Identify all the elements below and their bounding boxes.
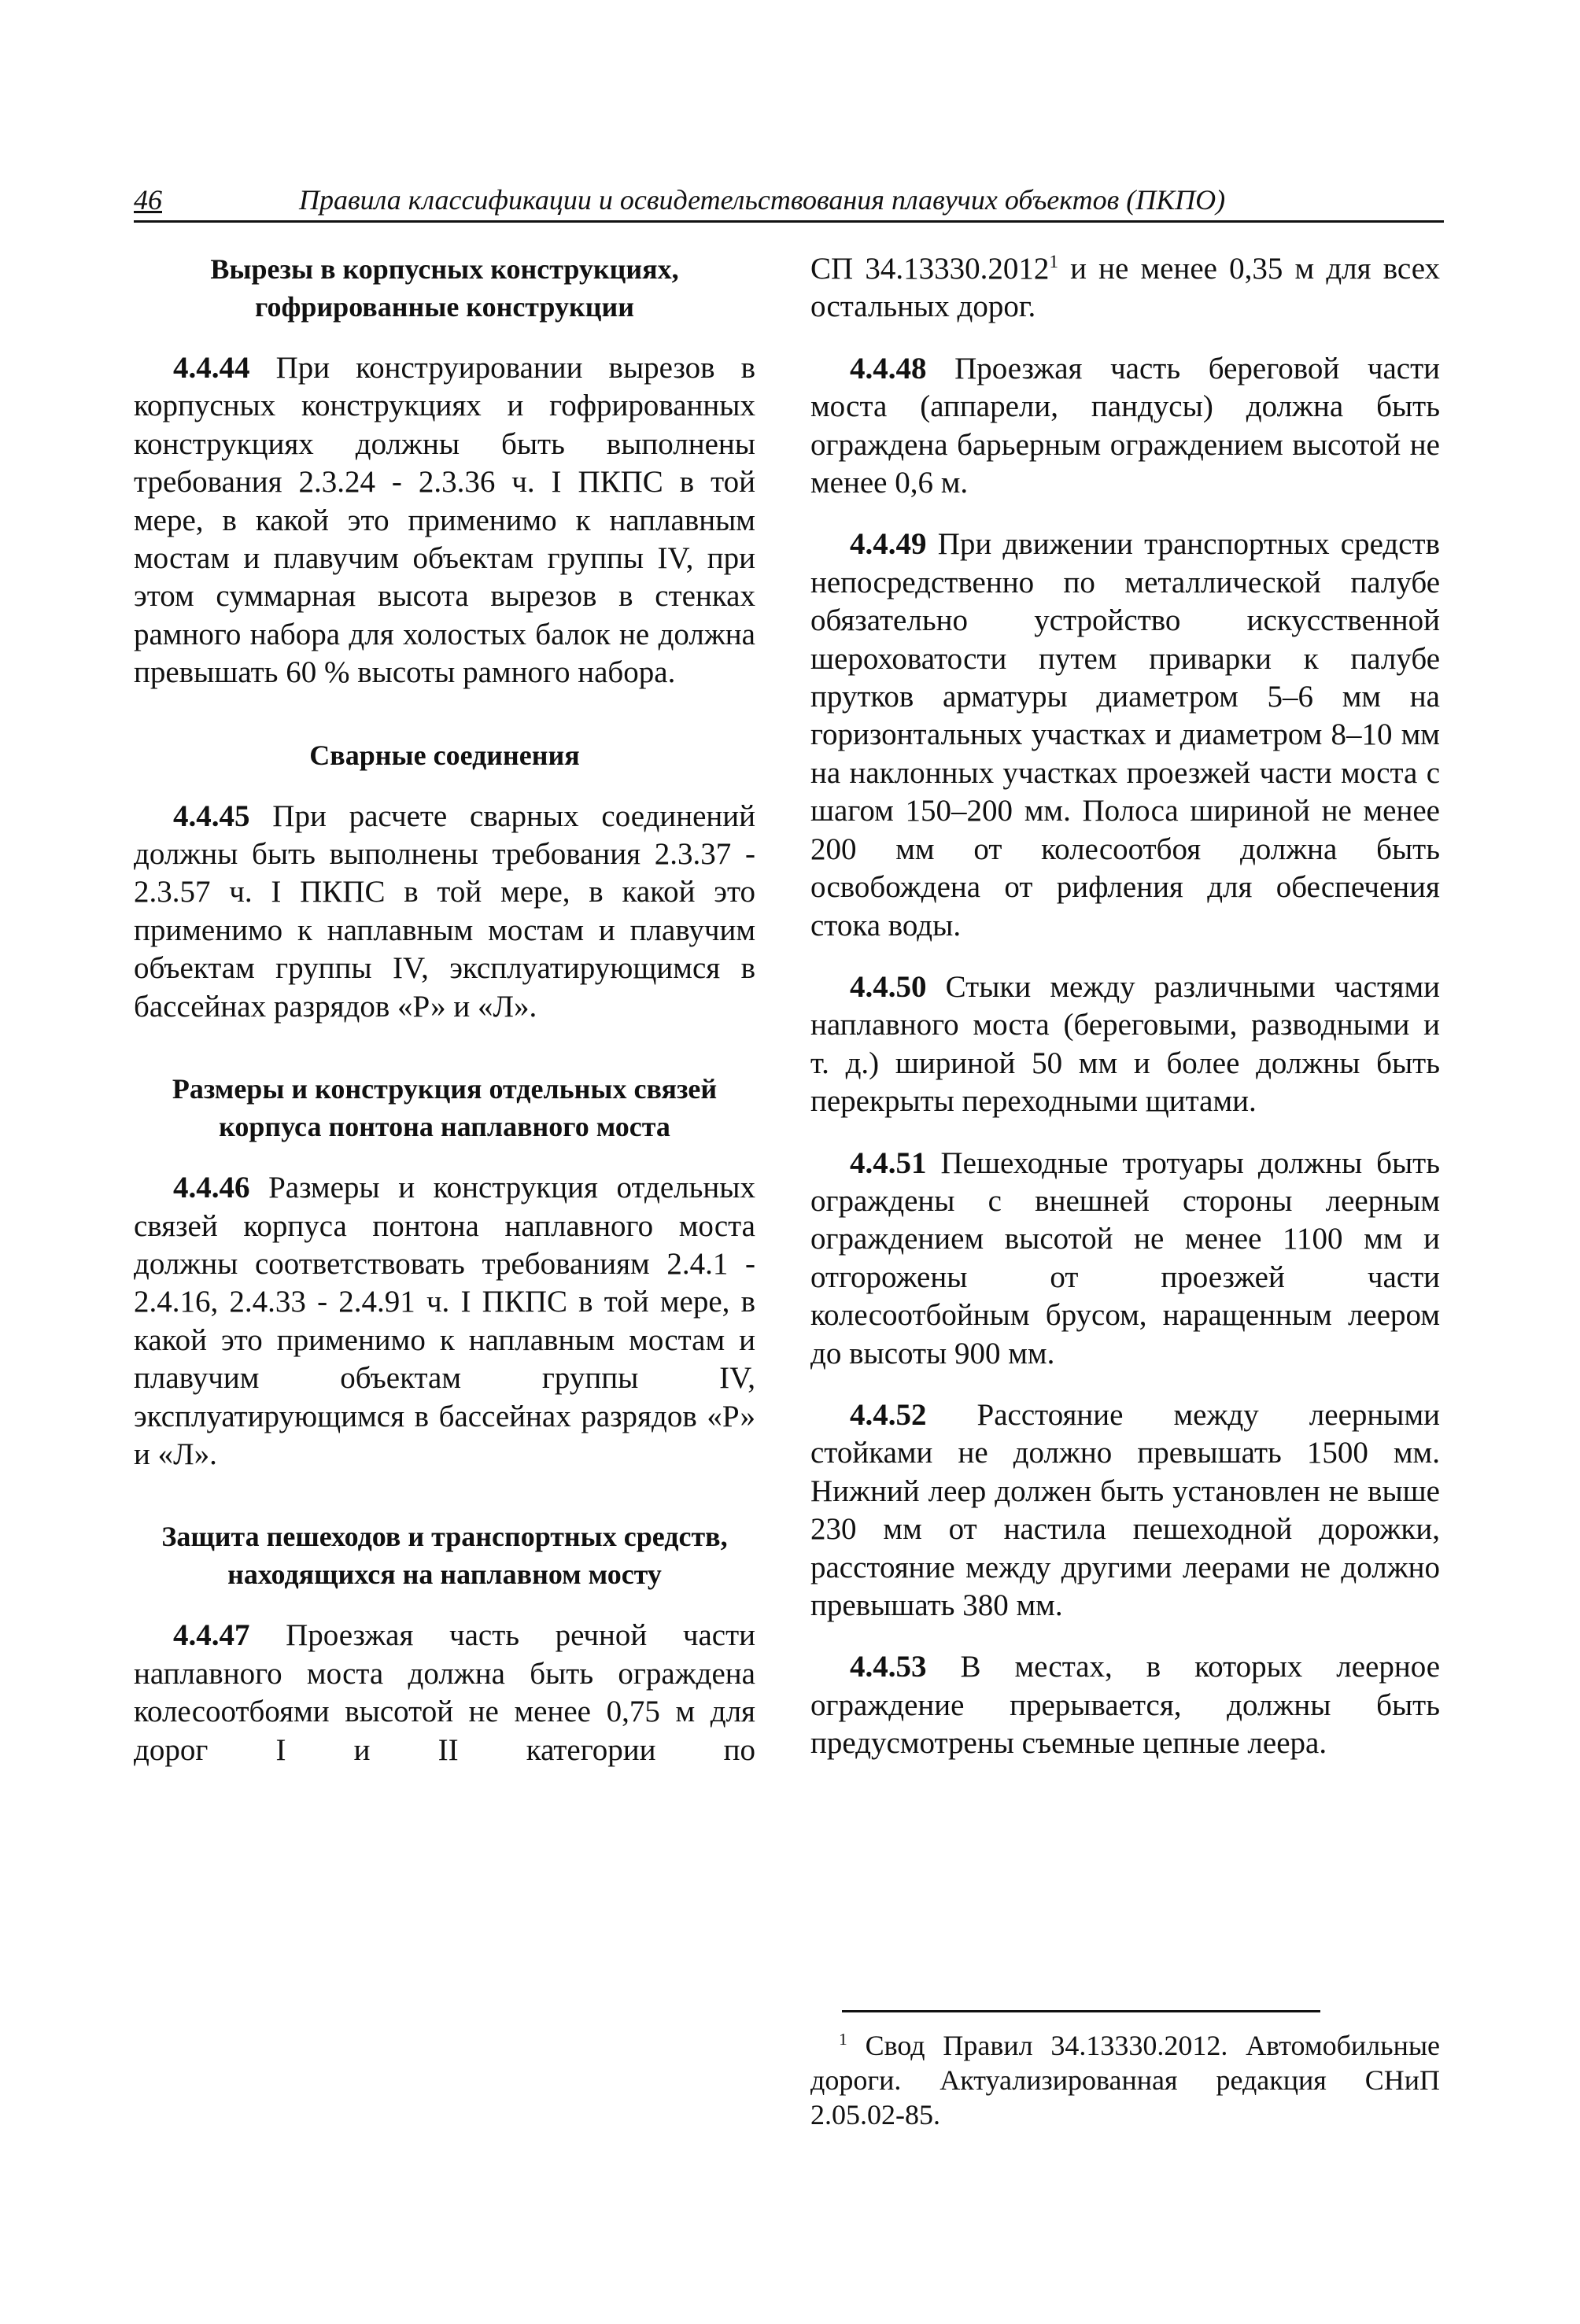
footnote-marker: 1 (1049, 252, 1059, 272)
clause-text: Размеры и конструкция отдельных связей корпуса понтона наплавного моста должны соответствовать требованиям 2.4.1 - 2.4.16, 2.4.33 - 2.4.91 ч. I ПКПС в той мере, в какой это применимо к наплавным мостам и плавучим объектам группы IV, эксплуатирующимся в бассейнах разрядов «Р» и «Л». (134, 1171, 755, 1471)
footnote-divider (842, 2010, 1320, 2012)
footnote-marker: 1 (839, 2030, 847, 2049)
page-header (134, 183, 1444, 223)
clause-number: 4.4.53 (850, 1650, 927, 1684)
page-number: 46 (134, 184, 162, 216)
section-heading: Защита пешеходов и транспортных средств, находящихся на наплавном мосту (161, 1521, 728, 1591)
section-heading: Вырезы в корпусных конструкциях, гофрированные конструкции (210, 253, 679, 323)
paragraph-4-4-46 (134, 1169, 755, 1474)
clause-text: При расчете сварных соединений должны быть выполнены требования 2.3.37 - 2.3.57 ч. I ПКПС в той мере, в какой это применимо к наплавным мостам и плавучим объектам группы IV, эксплуатирующимся в бассейнах разрядов «Р» и «Л». (134, 799, 756, 1024)
paragraph-4-4-44 (134, 349, 755, 692)
clause-text: Расстояние между леерными стойками не должно превышать 1500 мм. Нижний леер должен быть установлен не выше 230 мм от настила пешеходной дорожки, расстояние между другими леерами не должно превышать 380 мм. (810, 1397, 1441, 1622)
clause-text: В местах, в которых леерное ограждение прерывается, должны быть предусмотрены съемные цепные леера. (810, 1650, 1441, 1761)
paragraph-4-4-52 (810, 1396, 1440, 1625)
paragraph-4-4-50 (810, 968, 1440, 1121)
clause-number: 4.4.51 (850, 1145, 927, 1180)
right-column (810, 250, 1440, 1763)
paragraph-continuation (810, 250, 1440, 326)
clause-number: 4.4.48 (850, 351, 927, 385)
clause-text: Пешеходные тротуары должны быть ограждены с внешней стороны леерным ограждением высотой не менее 1100 мм и отгорожены от проезжей части колесоотбойным брусом, наращенным леером до высоты 900 мм. (810, 1145, 1441, 1370)
clause-number: 4.4.47 (173, 1618, 250, 1653)
clause-number: 4.4.45 (173, 799, 250, 833)
clause-number: 4.4.44 (173, 351, 250, 385)
running-title: Правила классификации и освидетельствования плавучих объектов (ПКПО) (299, 184, 1226, 216)
continuation-text: СП 34.13330.2012 (810, 252, 1050, 286)
clause-text: При конструировании вырезов в корпусных конструкциях и гофрированных конструкциях должны быть выполнены требования 2.3.24 - 2.3.36 ч. I ПКПС в той мере, в какой это применимо к наплавным мостам и плавучим объектам группы IV, при этом суммарная высота вырезов в стенках рамного набора для холостых балок не должна превышать 60 % высоты рамного набора. (134, 351, 756, 690)
continuation-text-end: и не менее 0,35 м для всех остальных дорог. (810, 252, 1440, 324)
paragraph-4-4-47 (134, 1617, 755, 1769)
left-column (134, 250, 755, 1769)
clause-text: Стыки между различными частями наплавного моста (береговыми, разводными и т. д.) шириной 50 мм и более должны быть перекрыты переходными щитами. (810, 969, 1440, 1119)
paragraph-4-4-53 (810, 1648, 1440, 1762)
clause-number: 4.4.49 (850, 527, 927, 562)
section-heading: Сварные соединения (309, 739, 580, 771)
clause-number: 4.4.52 (850, 1397, 927, 1432)
paragraph-4-4-45 (134, 798, 755, 1026)
footnote (810, 2028, 1440, 2132)
paragraph-4-4-49 (810, 526, 1440, 944)
section-heading: Размеры и конструкция отдельных связей корпуса понтона наплавного моста (172, 1073, 718, 1143)
paragraph-4-4-48 (810, 350, 1440, 503)
footnote-text: Свод Правил 34.13330.2012. Автомобильные дороги. Актуализированная редакция СНиП 2.05.02-85. (810, 2030, 1440, 2130)
clause-number: 4.4.50 (850, 969, 927, 1004)
paragraph-4-4-51 (810, 1145, 1440, 1373)
clause-text: При движении транспортных средств непосредственно по металлической палубе обязательно устройство искусственной шероховатости путем приварки к палубе прутков арматуры диаметром 5–6 мм на горизонтальных участках и диаметром 8–10 мм на наклонных участках проезжей части моста с шагом 150–200 мм. Полоса шириной не менее 200 мм от колесоотбоя должна быть освобождена от рифления для обеспечения стока воды. (810, 527, 1440, 943)
clause-text: Проезжая часть береговой части моста (аппарели, пандусы) должна быть ограждена барьерным ограждением высотой не менее 0,6 м. (810, 351, 1441, 500)
clause-text: Проезжая часть речной части наплавного моста должна быть ограждена колесоотбоями высотой не менее 0,75 м для дорог I и II категории по (134, 1618, 756, 1767)
clause-number: 4.4.46 (173, 1171, 250, 1205)
